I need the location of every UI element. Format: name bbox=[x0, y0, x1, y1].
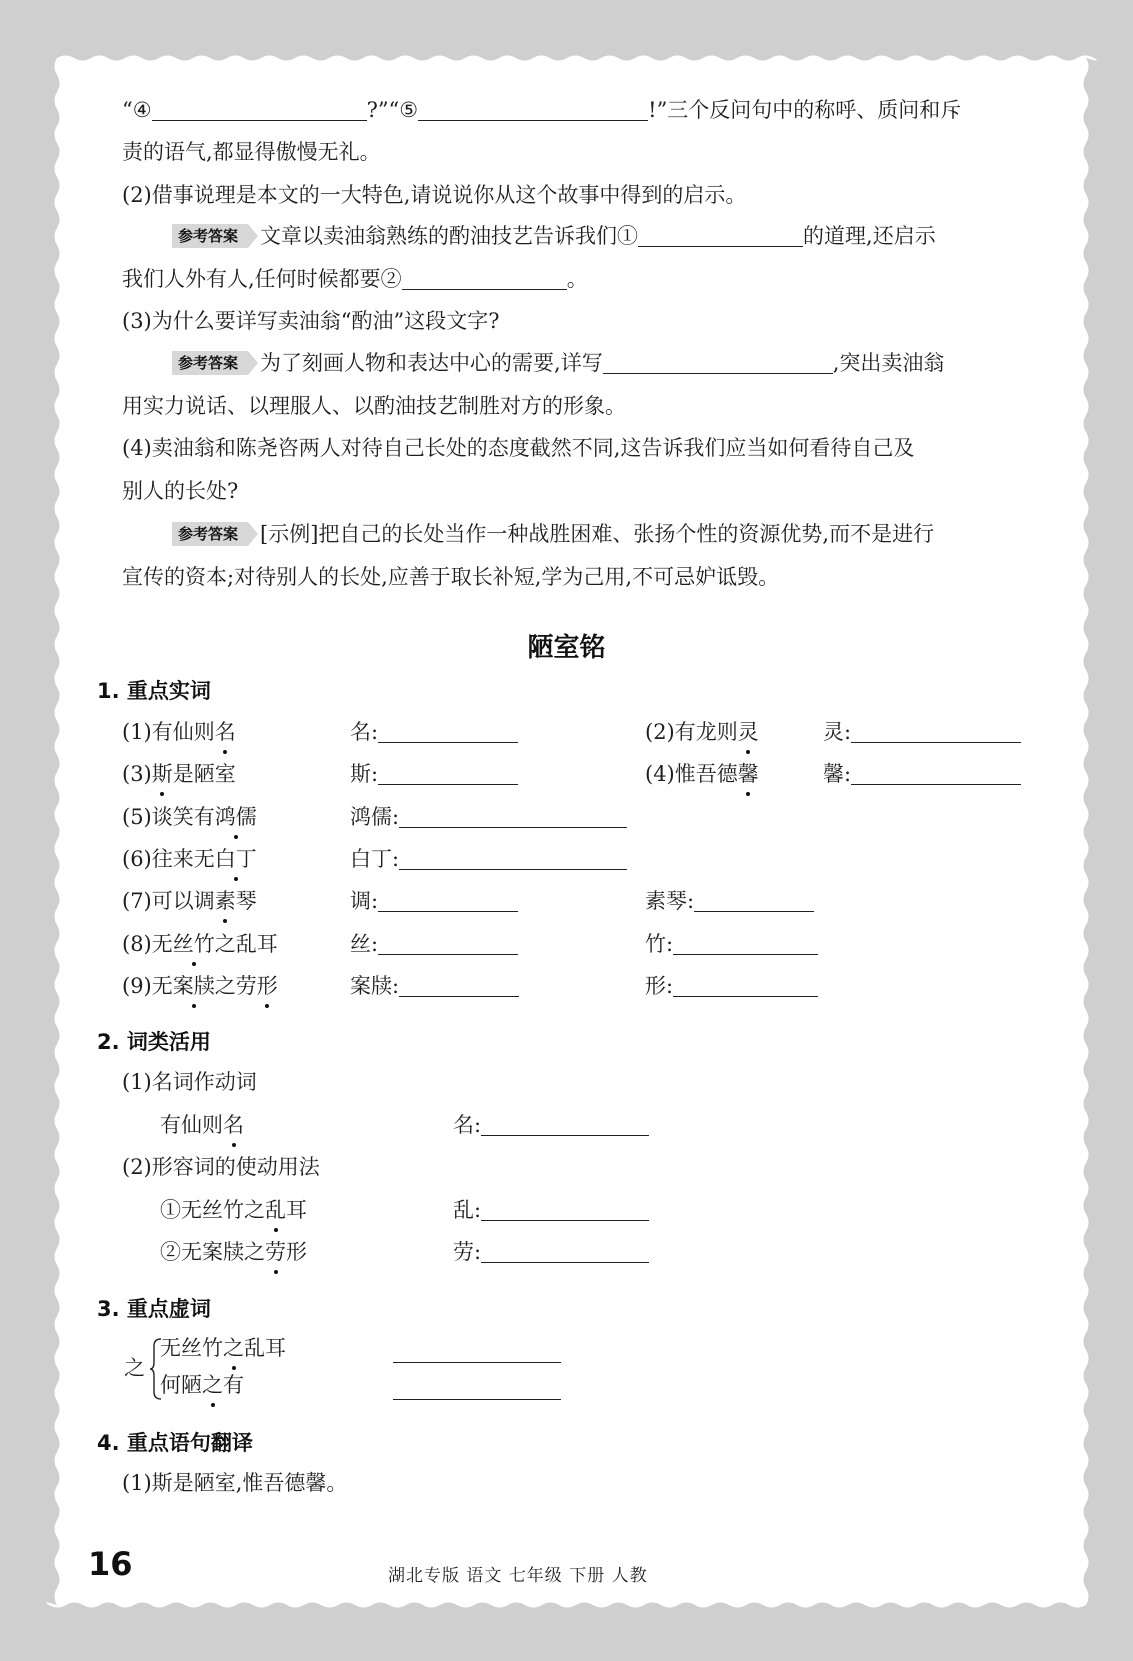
s1-blank[interactable] bbox=[694, 887, 814, 912]
s1-item-7: (7)可以调素琴 bbox=[122, 886, 257, 916]
s1-blank[interactable] bbox=[851, 760, 1021, 785]
answer-3-blank[interactable] bbox=[603, 349, 833, 374]
s2-blank[interactable] bbox=[481, 1238, 649, 1263]
section-3-heading: 3. 重点虚词 bbox=[97, 1297, 211, 1321]
s3-blank-1[interactable] bbox=[393, 1338, 561, 1364]
s1-term-3: 斯: bbox=[350, 759, 518, 789]
s1-term-10: 竹: bbox=[645, 929, 818, 959]
s1-blank[interactable] bbox=[399, 972, 519, 997]
s2-term-2: 乱: bbox=[453, 1195, 649, 1225]
section-1-heading: 1. 重点实词 bbox=[97, 679, 211, 703]
s1-item-3: (3)斯是陋室 bbox=[122, 759, 236, 789]
blank-4[interactable] bbox=[152, 96, 367, 121]
answer-badge: 参考答案 bbox=[172, 351, 248, 375]
answer-badge: 参考答案 bbox=[172, 522, 248, 546]
s1-item-5: (5)谈笑有鸿儒 bbox=[122, 802, 257, 832]
s2-item-1: 有仙则名 bbox=[160, 1110, 244, 1140]
s3-blank-2[interactable] bbox=[393, 1375, 561, 1401]
answer-2-blank-1[interactable] bbox=[638, 222, 803, 247]
question-4-line-1: (4)卖油翁和陈尧咨两人对待自己长处的态度截然不同,这告诉我们应当如何看待自己及 bbox=[122, 436, 915, 460]
s1-item-4: (4)惟吾德馨 bbox=[645, 759, 759, 789]
s1-term-11: 案牍: bbox=[350, 971, 519, 1001]
s1-blank[interactable] bbox=[378, 718, 518, 743]
question-2: (2)借事说理是本文的一大特色,请说说你从这个故事中得到的启示。 bbox=[122, 183, 747, 207]
s2-blank[interactable] bbox=[481, 1196, 649, 1221]
s1-item-6: (6)往来无白丁 bbox=[122, 844, 257, 874]
answer-2-line-1: 参考答案 文章以卖油翁熟练的酌油技艺告诉我们① 的道理,还启示 bbox=[172, 221, 936, 251]
s2-item-3: ②无案牍之劳形 bbox=[160, 1237, 307, 1267]
s1-blank[interactable] bbox=[399, 845, 627, 870]
s1-blank[interactable] bbox=[378, 930, 518, 955]
answer-badge: 参考答案 bbox=[172, 224, 248, 248]
s1-term-2: 灵: bbox=[823, 717, 1021, 747]
s1-item-8: (8)无丝竹之乱耳 bbox=[122, 929, 278, 959]
footer-info: 湖北专版 语文 七年级 下册 人教 bbox=[388, 1566, 648, 1586]
s2-item-2: ①无丝竹之乱耳 bbox=[160, 1195, 307, 1225]
answer-3-line-2: 用实力说话、以理服人、以酌油技艺制胜对方的形象。 bbox=[122, 394, 626, 418]
s1-blank[interactable] bbox=[673, 930, 818, 955]
section-2-heading: 2. 词类活用 bbox=[97, 1030, 211, 1054]
page-number: 16 bbox=[88, 1545, 133, 1583]
s2-sub-2: (2)形容词的使动用法 bbox=[122, 1155, 320, 1179]
s1-blank[interactable] bbox=[399, 803, 627, 828]
answer-2-line-2: 我们人外有人,任何时候都要② 。 bbox=[122, 267, 588, 291]
question-3: (3)为什么要详写卖油翁“酌油”这段文字? bbox=[122, 309, 500, 333]
s3-example-2: 何陋之有 bbox=[160, 1370, 244, 1400]
s1-blank[interactable] bbox=[378, 760, 518, 785]
s1-item-2: (2)有龙则灵 bbox=[645, 717, 759, 747]
answer-3-line-1: 参考答案 为了刻画人物和表达中心的需要,详写 ,突出卖油翁 bbox=[172, 348, 944, 378]
s1-blank[interactable] bbox=[378, 887, 518, 912]
prev-line-1: “④ ?”“⑤ !”三个反问句中的称呼、质问和斥 bbox=[122, 98, 962, 122]
s1-blank[interactable] bbox=[673, 972, 818, 997]
s2-term-3: 劳: bbox=[453, 1237, 649, 1267]
blank-5[interactable] bbox=[418, 96, 648, 121]
answer-4-line-1: 参考答案 [示例]把自己的长处当作一种战胜困难、张扬个性的资源优势,而不是进行 bbox=[172, 519, 934, 549]
s1-blank[interactable] bbox=[851, 718, 1021, 743]
s1-term-7: 调: bbox=[350, 886, 518, 916]
s1-term-5: 鸿儒: bbox=[350, 802, 627, 832]
s2-sub-1: (1)名词作动词 bbox=[122, 1070, 257, 1094]
s2-term-1: 名: bbox=[453, 1110, 649, 1140]
s1-item-1: (1)有仙则名 bbox=[122, 717, 236, 747]
prev-line-2: 责的语气,都显得傲慢无礼。 bbox=[122, 140, 381, 164]
page-title: 陋室铭 bbox=[527, 633, 606, 663]
section-4-heading: 4. 重点语句翻译 bbox=[97, 1431, 253, 1455]
question-4-line-2: 别人的长处? bbox=[122, 479, 239, 503]
s4-item-1: (1)斯是陋室,惟吾德馨。 bbox=[122, 1471, 348, 1495]
s1-term-4: 馨: bbox=[823, 759, 1021, 789]
answer-4-line-2: 宣传的资本;对待别人的长处,应善于取长补短,学为己用,不可忌妒诋毁。 bbox=[122, 565, 780, 589]
s1-term-1: 名: bbox=[350, 717, 518, 747]
s1-term-9: 丝: bbox=[350, 929, 518, 959]
s1-term-12: 形: bbox=[645, 971, 818, 1001]
s1-term-6: 白丁: bbox=[350, 844, 627, 874]
s1-term-8: 素琴: bbox=[645, 886, 814, 916]
s1-item-9: (9)无案牍之劳形 bbox=[122, 971, 278, 1001]
s2-blank[interactable] bbox=[481, 1111, 649, 1136]
answer-2-blank-2[interactable] bbox=[402, 265, 567, 290]
s3-word: 之 bbox=[124, 1356, 145, 1380]
s3-example-1: 无丝竹之乱耳 bbox=[160, 1333, 286, 1363]
